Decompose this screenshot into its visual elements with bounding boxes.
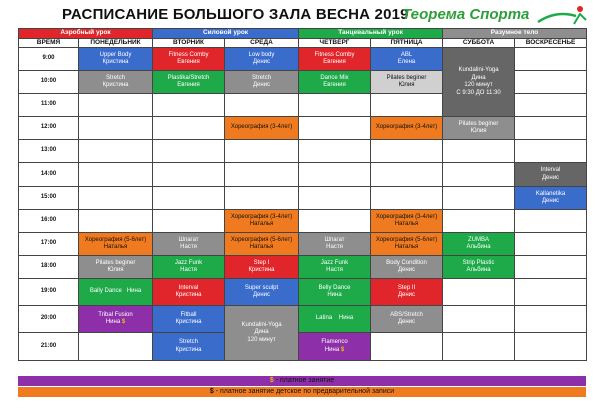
class-name: Flamenco xyxy=(321,339,348,346)
category-mind-body: Разумное тело xyxy=(443,29,587,39)
class-cell xyxy=(299,48,371,71)
row-12 xyxy=(19,117,587,140)
class-name: Bally Dance xyxy=(89,288,122,295)
class-cell xyxy=(79,279,153,306)
class-trainer: Евгения xyxy=(177,82,200,89)
class-cell xyxy=(225,279,299,306)
empty-cell xyxy=(79,210,153,233)
empty-cell xyxy=(515,48,587,71)
class-cell xyxy=(153,233,225,256)
class-trainer: Наталья xyxy=(103,244,128,251)
class-trainer: Юлия xyxy=(470,128,487,135)
class-cell xyxy=(443,256,515,279)
class-cell xyxy=(443,117,515,140)
class-cell xyxy=(371,256,443,279)
class-name: Хореография (3-4лет) xyxy=(230,124,293,131)
class-duration: 120 минут xyxy=(464,82,493,89)
header-tuesday: ВТОРНИК xyxy=(153,39,225,48)
category-dance: Танцевальный урок xyxy=(299,29,443,39)
class-cell xyxy=(225,306,299,361)
class-cell xyxy=(299,279,371,306)
row-17 xyxy=(19,233,587,256)
empty-cell xyxy=(153,140,225,163)
class-name: ZUMBA xyxy=(468,236,490,243)
class-trainer: Наталья xyxy=(249,244,274,251)
class-trainer: Настя xyxy=(180,244,197,251)
class-cell xyxy=(299,256,371,279)
runner-icon xyxy=(536,4,588,26)
page-title: РАСПИСАНИЕ БОЛЬШОГО ЗАЛА ВЕСНА 2019 xyxy=(62,6,409,23)
class-cell xyxy=(225,71,299,94)
class-name: Upper Body xyxy=(99,51,132,58)
empty-cell xyxy=(79,117,153,140)
class-name: Jazz Funk xyxy=(174,259,203,266)
empty-cell xyxy=(515,333,587,361)
empty-cell xyxy=(79,333,153,361)
empty-cell xyxy=(299,117,371,140)
class-name: Хореография (3-4лет) xyxy=(230,213,293,220)
class-name: Strip Plastic xyxy=(462,259,495,266)
class-name: Fitball xyxy=(180,311,197,318)
class-name: Хореография (5-6лет) xyxy=(84,236,147,243)
class-cell xyxy=(299,71,371,94)
class-name: Jazz Funk xyxy=(320,259,349,266)
time-label: 13:00 xyxy=(19,140,79,163)
time-label: 16:00 xyxy=(19,210,79,233)
empty-cell xyxy=(371,333,443,361)
header-friday: ПЯТНИЦА xyxy=(371,39,443,48)
legend-paid-text: - платное занятие xyxy=(273,377,335,384)
category-aerobic: Аэробный урок xyxy=(19,29,153,39)
empty-cell xyxy=(515,256,587,279)
logo xyxy=(402,4,592,28)
class-name: Stretch xyxy=(106,74,126,81)
row-19 xyxy=(19,279,587,306)
class-trainer: Нина xyxy=(324,346,340,353)
class-name: Хореография (3-4лет) xyxy=(375,124,438,131)
empty-cell xyxy=(79,187,153,210)
class-cell xyxy=(153,333,225,361)
class-name: Belly Dance xyxy=(318,284,351,291)
class-cell xyxy=(443,48,515,117)
class-name: Pilates beginer xyxy=(95,259,136,266)
header-monday: ПОНЕДЕЛЬНИК xyxy=(79,39,153,48)
class-name: Step II xyxy=(397,284,416,291)
time-label: 14:00 xyxy=(19,163,79,187)
class-duration: 120 минут xyxy=(247,336,276,343)
empty-cell xyxy=(153,117,225,140)
class-cell xyxy=(299,233,371,256)
class-name: Latina xyxy=(315,315,333,322)
class-cell xyxy=(515,163,587,187)
time-label: 18:00 xyxy=(19,256,79,279)
time-label: 9:00 xyxy=(19,48,79,71)
paid-icon: $ xyxy=(121,319,126,326)
class-name: Fitness Comby xyxy=(168,51,209,58)
class-trainer: Нина xyxy=(126,288,142,295)
empty-cell xyxy=(299,187,371,210)
header-wednesday: СРЕДА xyxy=(225,39,299,48)
empty-cell xyxy=(443,187,515,210)
class-trainer: Наталья xyxy=(394,221,419,228)
row-18 xyxy=(19,256,587,279)
empty-cell xyxy=(225,187,299,210)
empty-cell xyxy=(515,140,587,163)
empty-cell xyxy=(371,140,443,163)
time-label: 20:00 xyxy=(19,306,79,333)
class-cell xyxy=(225,233,299,256)
class-trainer: Дина xyxy=(254,329,269,336)
row-15 xyxy=(19,187,587,210)
class-cell xyxy=(371,117,443,140)
row-21 xyxy=(19,333,587,361)
class-trainer: Денис xyxy=(252,59,271,66)
class-name: ABL xyxy=(400,51,413,58)
class-trainer: Евгения xyxy=(323,82,346,89)
class-name: Body Condition xyxy=(386,259,427,266)
class-trainer: Настя xyxy=(326,244,343,251)
class-name: Low body xyxy=(248,51,275,58)
category-strength: Силовой урок xyxy=(153,29,299,39)
class-trainer: Кристина xyxy=(175,292,202,299)
class-name: Хореография (5-6лет) xyxy=(375,236,438,243)
class-trainer: Кристина xyxy=(102,59,129,66)
class-trainer: Денис xyxy=(252,292,271,299)
empty-cell xyxy=(515,210,587,233)
empty-cell xyxy=(515,306,587,333)
class-cell xyxy=(225,48,299,71)
class-cell xyxy=(225,117,299,140)
class-trainer: Альбина xyxy=(466,244,491,251)
class-name: Dance Mix xyxy=(320,74,349,81)
empty-cell xyxy=(79,163,153,187)
empty-cell xyxy=(225,94,299,117)
class-cell xyxy=(79,233,153,256)
class-trainer: Наталья xyxy=(394,244,419,251)
row-16 xyxy=(19,210,587,233)
class-trainer: Денис xyxy=(397,292,416,299)
schedule-table xyxy=(18,28,587,361)
class-cell xyxy=(371,210,443,233)
class-name: Шпагат xyxy=(324,236,345,243)
class-cell xyxy=(371,279,443,306)
class-cell xyxy=(79,256,153,279)
class-trainer: Альбина xyxy=(466,267,491,274)
legend-paid xyxy=(18,376,586,386)
class-cell xyxy=(299,306,371,333)
empty-cell xyxy=(153,94,225,117)
class-cell xyxy=(225,256,299,279)
class-trainer: Кристина xyxy=(175,346,202,353)
empty-cell xyxy=(225,140,299,163)
class-trainer: Елена xyxy=(397,59,416,66)
header-thursday: ЧЕТВЕРГ xyxy=(299,39,371,48)
empty-cell xyxy=(225,163,299,187)
paid-icon: $ xyxy=(209,388,214,395)
class-trainer: Настя xyxy=(180,267,197,274)
class-trainer: Юлия xyxy=(107,267,124,274)
class-name: Шпагат xyxy=(178,236,199,243)
empty-cell xyxy=(371,187,443,210)
logo-text: Теорема Спорта xyxy=(402,6,530,23)
class-trainer: Денис xyxy=(397,319,416,326)
empty-cell xyxy=(443,306,515,333)
class-cell xyxy=(371,233,443,256)
class-trainer: Настя xyxy=(326,267,343,274)
class-cell xyxy=(225,210,299,233)
class-cell xyxy=(299,333,371,361)
class-trainer: Кристина xyxy=(175,319,202,326)
row-14 xyxy=(19,163,587,187)
class-cell xyxy=(371,48,443,71)
class-name: Хореография (5-6лет) xyxy=(230,236,293,243)
time-label: 21:00 xyxy=(19,333,79,361)
class-trainer: Нина xyxy=(105,319,121,326)
class-cell xyxy=(153,256,225,279)
class-name: Pilates beginer xyxy=(386,74,427,81)
class-cell xyxy=(79,306,153,333)
legend-paid-kids-text: - платное занятие детское по предварительной записи xyxy=(213,388,395,395)
row-13 xyxy=(19,140,587,163)
class-trainer: Кристина xyxy=(248,267,275,274)
empty-cell xyxy=(153,163,225,187)
empty-cell xyxy=(515,117,587,140)
class-cell xyxy=(515,187,587,210)
class-cell xyxy=(443,233,515,256)
class-trainer: Денис xyxy=(541,198,560,205)
class-hours: С 9:30 ДО 11:30 xyxy=(456,89,501,96)
class-trainer: Денис xyxy=(252,82,271,89)
time-label: 17:00 xyxy=(19,233,79,256)
class-name: Interval xyxy=(178,284,199,291)
time-label: 11:00 xyxy=(19,94,79,117)
empty-cell xyxy=(515,94,587,117)
class-cell xyxy=(79,71,153,94)
class-name: Interval xyxy=(540,167,561,174)
class-name: Stretch xyxy=(179,339,199,346)
class-trainer: Денис xyxy=(397,267,416,274)
class-name: Tribal Fusion xyxy=(98,311,133,318)
header-time: ВРЕМЯ xyxy=(19,39,79,48)
class-name: ABS/Stretch xyxy=(390,311,423,318)
class-name: Kundalini-Yoga xyxy=(458,67,499,74)
class-name: Fitness Comby xyxy=(314,51,355,58)
paid-icon: $ xyxy=(269,377,274,384)
class-cell xyxy=(371,71,443,94)
empty-cell xyxy=(79,140,153,163)
empty-cell xyxy=(153,210,225,233)
class-cell xyxy=(153,279,225,306)
empty-cell xyxy=(299,94,371,117)
row-20 xyxy=(19,306,587,333)
class-name: Step I xyxy=(253,259,270,266)
header-sunday: ВОСКРЕСЕНЬЕ xyxy=(515,39,587,48)
class-cell xyxy=(371,306,443,333)
class-trainer: Юлия xyxy=(398,82,415,89)
class-trainer: Нина xyxy=(327,292,342,299)
empty-cell xyxy=(515,233,587,256)
empty-cell xyxy=(443,333,515,361)
time-label: 10:00 xyxy=(19,71,79,94)
class-cell xyxy=(153,48,225,71)
header-saturday: СУББОТА xyxy=(443,39,515,48)
empty-cell xyxy=(443,279,515,306)
empty-cell xyxy=(515,71,587,94)
class-cell xyxy=(153,306,225,333)
empty-cell xyxy=(371,163,443,187)
class-trainer: Дина xyxy=(471,74,486,81)
empty-cell xyxy=(299,140,371,163)
time-label: 15:00 xyxy=(19,187,79,210)
days-row xyxy=(19,39,587,48)
class-trainer: Нина xyxy=(338,315,354,322)
time-label: 19:00 xyxy=(19,279,79,306)
empty-cell xyxy=(515,279,587,306)
legend-paid-kids xyxy=(18,387,586,397)
class-name: Kallanetika xyxy=(535,190,566,197)
time-label: 12:00 xyxy=(19,117,79,140)
empty-cell xyxy=(371,94,443,117)
empty-cell xyxy=(79,94,153,117)
category-row xyxy=(19,29,587,39)
class-cell xyxy=(79,48,153,71)
class-name: Stretch xyxy=(252,74,272,81)
empty-cell xyxy=(153,187,225,210)
empty-cell xyxy=(299,163,371,187)
class-trainer: Евгения xyxy=(177,59,200,66)
empty-cell xyxy=(443,163,515,187)
empty-cell xyxy=(299,210,371,233)
paid-icon: $ xyxy=(340,346,345,353)
empty-cell xyxy=(443,210,515,233)
class-trainer: Денис xyxy=(541,174,560,181)
class-name: Plastika/Stretch xyxy=(167,74,210,81)
class-name: Super sculpt xyxy=(244,284,279,291)
class-cell xyxy=(153,71,225,94)
class-name: Pilates beginer xyxy=(458,120,499,127)
class-trainer: Евгения xyxy=(323,59,346,66)
class-name: Хореография (3-4лет) xyxy=(375,213,438,220)
class-trainer: Наталья xyxy=(249,221,274,228)
class-name: Kundalini-Yoga xyxy=(241,321,282,328)
row-9 xyxy=(19,48,587,71)
class-trainer: Кристина xyxy=(102,82,129,89)
empty-cell xyxy=(443,140,515,163)
